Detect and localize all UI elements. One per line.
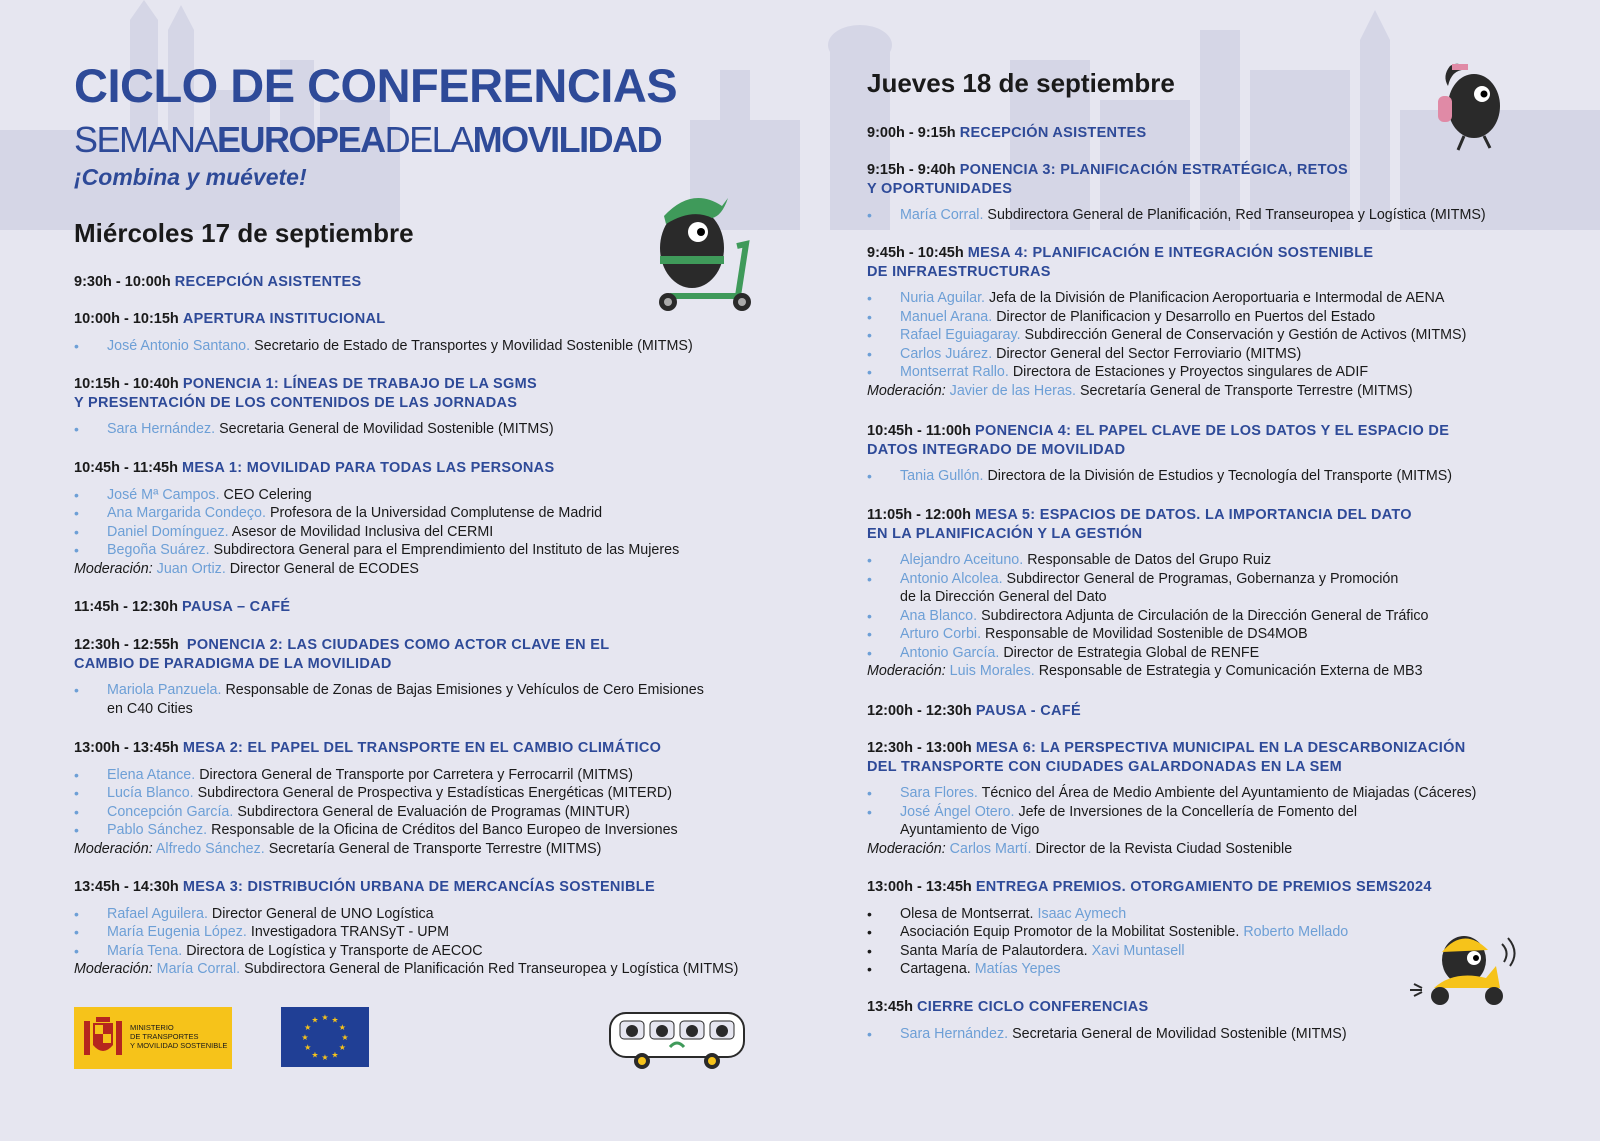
speaker: • Sara Hernández. Secretaria General de Movilidad Sostenible (MITMS)	[867, 1025, 1582, 1044]
speaker: • Alejandro Aceituno. Responsable de Datos del Grupo Ruiz	[867, 551, 1582, 570]
session-block: 13:00h - 13:45h MESA 2: EL PAPEL DEL TRANSPORTE EN EL CAMBIO CLIMÁTICO • Elena Atance. Directora General de Transporte por Carretera y Ferrocarril (MITMS) • Lucía Blanco. Subdirectora General de Prospectiva y Estadísticas Energéticas (MITERD) • Concepción García. Subdirectora General de Evaluación de Programas (MINTUR) • Pablo Sánchez. Responsable de la Oficina de Créditos del Banco Europeo de Inversiones Moderación: Alfredo Sánchez. Secretaría General de Transporte Terrestre (MITMS)	[74, 739, 774, 858]
spain-coat-of-arms-icon	[82, 1015, 124, 1061]
speaker: • Lucía Blanco. Subdirectora General de Prospectiva y Estadísticas Energéticas (MITERD)	[74, 784, 774, 803]
page-title: CICLO DE CONFERENCIAS	[74, 59, 678, 112]
speaker: • María Tena. Directora de Logística y Transporte de AECOC	[74, 942, 774, 961]
session-block: 13:45h - 14:30h MESA 3: DISTRIBUCIÓN URBANA DE MERCANCÍAS SOSTENIBLE • Rafael Aguilera. Director General de UNO Logística • María Eugenia López. Investigadora TRANSyT - UPM • María Tena. Directora de Logística y Transporte de AECOC Moderación: María Corral. Subdirectora General de Planificación Red Transeuropea y Logística (MITMS)	[74, 878, 774, 979]
ministry-logo: MINISTERIO DE TRANSPORTES Y MOVILIDAD SOSTENIBLE	[74, 1007, 232, 1069]
session-block: 9:00h - 9:15h RECEPCIÓN ASISTENTES	[867, 125, 1147, 141]
eu-star-icon: ★	[331, 1015, 339, 1025]
eu-star-icon: ★	[311, 1050, 319, 1060]
speaker: • Antonio Alcolea. Subdirector General de Programas, Gobernanza y Promoción de la Dirección General del Dato	[867, 570, 1582, 607]
bus-illustration-icon	[606, 1009, 748, 1071]
speaker: • Montserrat Rallo. Directora de Estaciones y Proyectos singulares de ADIF	[867, 363, 1582, 382]
session-block: 13:00h - 13:45h ENTREGA PREMIOS. OTORGAMIENTO DE PREMIOS SEMS2024 • Olesa de Montserrat. Isaac Aymech • Asociación Equip Promotor de la Mobilitat Sostenible. Roberto Mellado • Santa María de Palautordera. Xavi Muntasell • Cartagena. Matías Yepes	[867, 878, 1582, 979]
speaker: • María Eugenia López. Investigadora TRANSyT - UPM	[74, 923, 774, 942]
award-item: • Santa María de Palautordera. Xavi Muntasell	[867, 942, 1582, 961]
eu-star-icon: ★	[331, 1050, 339, 1060]
eu-star-icon: ★	[304, 1023, 312, 1032]
speaker: • Arturo Corbi. Responsable de Movilidad Sostenible de DS4MOB	[867, 625, 1582, 644]
speaker: • Elena Atance. Directora General de Transporte por Carretera y Ferrocarril (MITMS)	[74, 766, 774, 785]
moderation: Moderación: Carlos Martí. Director de la Revista Ciudad Sostenible	[867, 840, 1293, 857]
award-item: • Cartagena. Matías Yepes	[867, 960, 1582, 979]
speaker: • Ana Margarida Condeço. Profesora de la Universidad Complutense de Madrid	[74, 504, 774, 523]
eu-star-icon: ★	[341, 1033, 349, 1042]
speaker: • Rafael Eguiagaray. Subdirección General de Conservación y Gestión de Activos (MITMS)	[867, 326, 1582, 345]
session-block: 12:00h - 12:30h PAUSA - CAFÉ	[867, 703, 1081, 719]
speaker: • José Mª Campos. CEO Celering	[74, 486, 774, 505]
speaker: • Pablo Sánchez. Responsable de la Oficina de Créditos del Banco Europeo de Inversiones	[74, 821, 774, 840]
session-block: 9:30h - 10:00h RECEPCIÓN ASISTENTES	[74, 274, 362, 290]
speaker: • Ana Blanco. Subdirectora Adjunta de Circulación de la Dirección General de Tráfico	[867, 607, 1582, 626]
session-block: 9:45h - 10:45h MESA 4: PLANIFICACIÓN E INTEGRACIÓN SOSTENIBLE DE INFRAESTRUCTURAS • Nuria Aguilar. Jefa de la División de Planificacion Aeroportuaria e Intermodal de AENA • Manuel Arana. Director de Planificacion y Desarrollo en Puertos del Estado • Rafael Eguiagaray. Subdirección General de Conservación y Gestión de Activos (MITMS) • Carlos Juárez. Director General del Sector Ferroviario (MITMS) • Montserrat Rallo. Directora de Estaciones y Proyectos singulares de ADIF Moderación: Javier de las Heras. Secretaría General de Transporte Terrestre (MITMS)	[867, 244, 1582, 400]
day-heading-wednesday: Miércoles 17 de septiembre	[74, 218, 414, 248]
eu-star-icon: ★	[311, 1015, 319, 1025]
session-block: 13:45h CIERRE CICLO CONFERENCIAS • Sara Hernández. Secretaria General de Movilidad Sostenible (MITMS)	[867, 998, 1582, 1043]
session-block: 12:30h - 13:00h MESA 6: LA PERSPECTIVA MUNICIPAL EN LA DESCARBONIZACIÓN DEL TRANSPORTE CON CIUDADES GALARDONADAS EN LA SEM • Sara Flores. Técnico del Área de Medio Ambiente del Ayuntamiento de Miajadas (Cáceres) • José Ángel Otero. Jefe de Inversiones de la Concellería de Fomento del Ayuntamiento de Vigo Moderación: Carlos Martí. Director de la Revista Ciudad Sostenible	[867, 739, 1582, 858]
speaker: • Sara Flores. Técnico del Área de Medio Ambiente del Ayuntamiento de Miajadas (Cáceres)	[867, 784, 1582, 803]
eu-star-icon: ★	[321, 1053, 329, 1062]
speaker: • María Corral. Subdirectora General de Planificación, Red Transeuropea y Logística (MITMS)	[867, 206, 1582, 225]
session-block: 10:45h - 11:45h MESA 1: MOVILIDAD PARA TODAS LAS PERSONAS • José Mª Campos. CEO Celering • Ana Margarida Condeço. Profesora de la Universidad Complutense de Madrid • Daniel Domínguez. Asesor de Movilidad Inclusiva del CERMI • Begoña Suárez. Subdirectora General para el Emprendimiento del Instituto de las Mujeres Moderación: Juan Ortiz. Director General de ECODES	[74, 459, 774, 578]
eu-star-icon: ★	[321, 1013, 329, 1022]
session-block: 10:15h - 10:40h PONENCIA 1: LÍNEAS DE TRABAJO DE LA SGMS Y PRESENTACIÓN DE LOS CONTENIDOS DE LAS JORNADAS • Sara Hernández. Secretaria General de Movilidad Sostenible (MITMS)	[74, 375, 774, 439]
speaker: • José Antonio Santano. Secretario de Estado de Transportes y Movilidad Sostenible (MITMS)	[74, 337, 774, 356]
award-item: • Olesa de Montserrat. Isaac Aymech	[867, 905, 1582, 924]
session-block: 12:30h - 12:55h PONENCIA 2: LAS CIUDADES COMO ACTOR CLAVE EN EL CAMBIO DE PARADIGMA DE LA MOVILIDAD • Mariola Panzuela. Responsable de Zonas de Bajas Emisiones y Vehículos de Cero Emisiones en C40 Cities	[74, 636, 774, 718]
session-block: 10:45h - 11:00h PONENCIA 4: EL PAPEL CLAVE DE LOS DATOS Y EL ESPACIO DE DATOS INTEGRADO DE MOVILIDAD • Tania Gullón. Directora de la División de Estudios y Tecnología del Transporte (MITMS)	[867, 422, 1582, 486]
speaker: • Begoña Suárez. Subdirectora General para el Emprendimiento del Instituto de las Mujeres	[74, 541, 774, 560]
speaker: • Tania Gullón. Directora de la División de Estudios y Tecnología del Transporte (MITMS)	[867, 467, 1582, 486]
moderation: Moderación: María Corral. Subdirectora General de Planificación Red Transeuropea y Logística (MITMS)	[74, 961, 739, 977]
page-subtitle: SEMANAEUROPEADELAMOVILIDAD	[74, 119, 662, 160]
eu-star-icon: ★	[338, 1023, 346, 1032]
speaker: • Manuel Arana. Director de Planificacion y Desarrollo en Puertos del Estado	[867, 308, 1582, 327]
speaker: • José Ángel Otero. Jefe de Inversiones de la Concellería de Fomento del Ayuntamiento de Vigo	[867, 803, 1582, 840]
award-item: • Asociación Equip Promotor de la Mobilitat Sostenible. Roberto Mellado	[867, 923, 1582, 942]
speaker: • Carlos Juárez. Director General del Sector Ferroviario (MITMS)	[867, 345, 1582, 364]
session-block: 11:45h - 12:30h PAUSA – CAFÉ	[74, 599, 291, 615]
eu-star-icon: ★	[301, 1033, 309, 1042]
moderation: Moderación: Juan Ortiz. Director General de ECODES	[74, 560, 419, 577]
eu-star-icon: ★	[304, 1043, 312, 1052]
eu-star-icon: ★	[338, 1043, 346, 1052]
speaker: • Nuria Aguilar. Jefa de la División de Planificacion Aeroportuaria e Intermodal de AENA	[867, 289, 1582, 308]
speaker: • Daniel Domínguez. Asesor de Movilidad Inclusiva del CERMI	[74, 523, 774, 542]
speaker: • Rafael Aguilera. Director General de UNO Logística	[74, 905, 774, 924]
moderation: Moderación: Alfredo Sánchez. Secretaría General de Transporte Terrestre (MITMS)	[74, 840, 602, 857]
moderation: Moderación: Luis Morales. Responsable de Estrategia y Comunicación Externa de MB3	[867, 663, 1423, 679]
speaker: • Sara Hernández. Secretaria General de Movilidad Sostenible (MITMS)	[74, 420, 774, 439]
day-heading-thursday: Jueves 18 de septiembre	[867, 68, 1175, 98]
speaker: • Concepción García. Subdirectora General de Evaluación de Programas (MINTUR)	[74, 803, 774, 822]
session-block: 11:05h - 12:00h MESA 5: ESPACIOS DE DATOS. LA IMPORTANCIA DEL DATO EN LA PLANIFICACIÓN Y LA GESTIÓN • Alejandro Aceituno. Responsable de Datos del Grupo Ruiz • Antonio Alcolea. Subdirector General de Programas, Gobernanza y Promoción de la Dirección General del Dato • Ana Blanco. Subdirectora Adjunta de Circulación de la Dirección General de Tráfico • Arturo Corbi. Responsable de Movilidad Sostenible de DS4MOB • Antonio García. Director de Estrategia Global de RENFE Moderación: Luis Morales. Responsable de Estrategia y Comunicación Externa de MB3	[867, 506, 1582, 681]
moderation: Moderación: Javier de las Heras. Secretaría General de Transporte Terrestre (MITMS)	[867, 382, 1413, 399]
speaker: • Antonio García. Director de Estrategia Global de RENFE	[867, 644, 1582, 663]
session-block: 9:15h - 9:40h PONENCIA 3: PLANIFICACIÓN ESTRATÉGICA, RETOS Y OPORTUNIDADES • María Corral. Subdirectora General de Planificación, Red Transeuropea y Logística (MITMS)	[867, 161, 1582, 225]
session-block: 10:00h - 10:15h APERTURA INSTITUCIONAL • José Antonio Santano. Secretario de Estado de Transportes y Movilidad Sostenible (MITMS)	[74, 310, 774, 355]
speaker: • Mariola Panzuela. Responsable de Zonas de Bajas Emisiones y Vehículos de Cero Emisiones en C40 Cities	[74, 681, 774, 718]
motorbike-mascot-icon	[1404, 926, 1520, 1010]
eu-flag-icon	[281, 1007, 369, 1067]
tagline: ¡Combina y muévete!	[74, 164, 307, 190]
